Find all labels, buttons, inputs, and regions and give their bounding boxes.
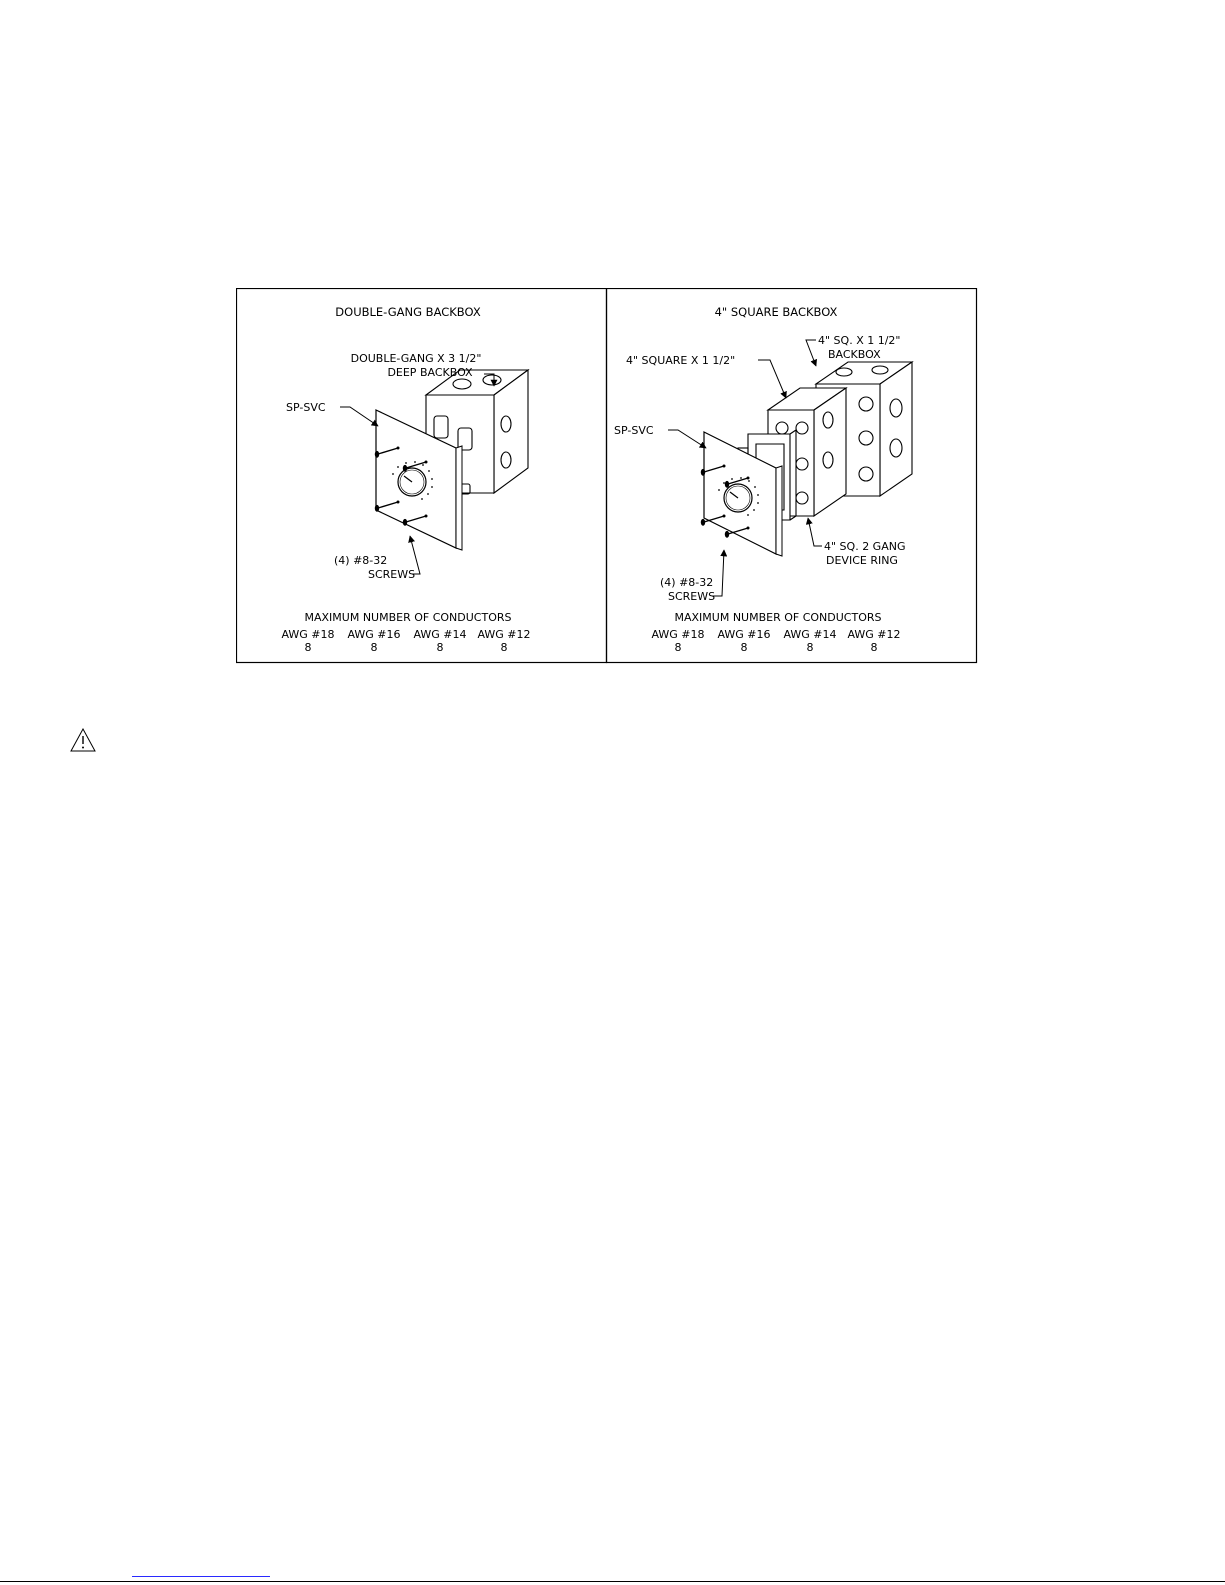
callout-square-backbox-line1: 4" SQ. X 1 1/2" [818, 334, 901, 347]
callout-screws-line1-right: (4) #8-32 [660, 576, 714, 589]
conductor-count: 8 [806, 641, 814, 654]
conductor-gauge: AWG #16 [347, 628, 401, 641]
conductors-heading-right: MAXIMUM NUMBER OF CONDUCTORS [674, 611, 882, 624]
conductor-count: 8 [674, 641, 682, 654]
footer-rule [0, 1581, 1225, 1582]
left-panel-title: DOUBLE-GANG BACKBOX [335, 305, 481, 319]
callout-sp-svc-right: SP-SVC [614, 424, 654, 437]
installation-figure [236, 288, 1224, 666]
callout-screws-line1: (4) #8-32 [334, 554, 388, 567]
conductor-gauge: AWG #16 [717, 628, 771, 641]
conductor-gauge: AWG #18 [281, 628, 335, 641]
conductor-gauge: AWG #14 [783, 628, 837, 641]
right-panel [614, 305, 912, 654]
conductor-count: 8 [436, 641, 444, 654]
conductors-heading: MAXIMUM NUMBER OF CONDUCTORS [304, 611, 512, 624]
callout-square-extension: 4" SQUARE X 1 1/2" [626, 354, 736, 367]
conductor-count: 8 [740, 641, 748, 654]
conductor-count: 8 [500, 641, 508, 654]
warning-triangle-icon [70, 728, 96, 752]
conductor-gauge: AWG #12 [477, 628, 531, 641]
callout-sp-svc: SP-SVC [286, 401, 326, 414]
callout-square-backbox-line2: BACKBOX [828, 348, 881, 361]
callout-device-ring-line1: 4" SQ. 2 GANG [824, 540, 906, 553]
footer-link-underline[interactable] [132, 1576, 270, 1577]
callout-backbox-line2: DEEP BACKBOX [387, 366, 473, 379]
conductor-gauge: AWG #12 [847, 628, 901, 641]
conductor-count: 8 [304, 641, 312, 654]
right-panel-title: 4" SQUARE BACKBOX [714, 305, 838, 319]
left-panel [281, 305, 530, 654]
conductor-gauge: AWG #18 [651, 628, 705, 641]
callout-screws-line2: SCREWS [368, 568, 416, 581]
callout-backbox-line1: DOUBLE-GANG X 3 1/2" [350, 352, 482, 365]
callout-device-ring-line2: DEVICE RING [826, 554, 898, 567]
conductor-gauge: AWG #14 [413, 628, 467, 641]
conductor-count: 8 [370, 641, 378, 654]
conductor-count: 8 [870, 641, 878, 654]
callout-screws-line2-right: SCREWS [668, 590, 716, 603]
